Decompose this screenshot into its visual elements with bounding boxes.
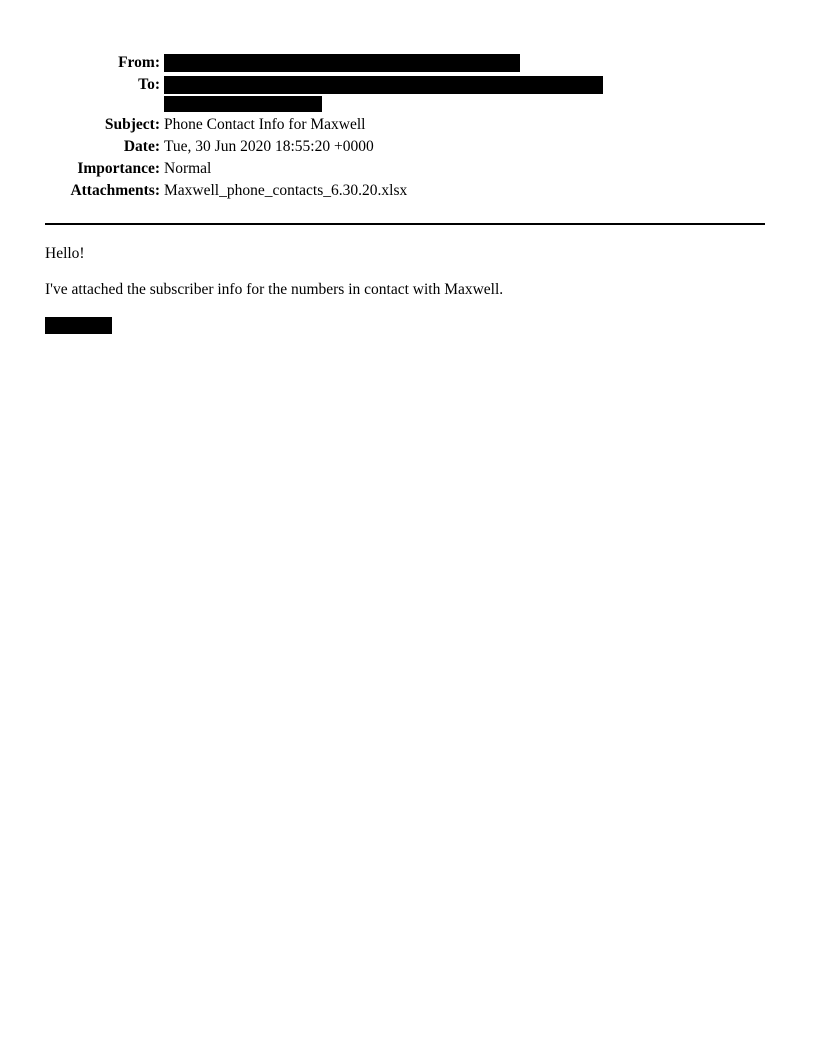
subject-label: Subject: bbox=[104, 116, 160, 133]
date-value: Tue, 30 Jun 2020 18:55:20 +0000 bbox=[164, 138, 374, 155]
email-message: I've attached the subscriber info for the numbers in contact with Maxwell. bbox=[45, 281, 504, 298]
from-value bbox=[164, 52, 603, 74]
to-row bbox=[0, 74, 603, 114]
redacted-to-address-continued bbox=[164, 96, 322, 112]
redacted-to-address bbox=[164, 76, 603, 94]
from-label: From: bbox=[118, 54, 160, 71]
email-greeting: Hello! bbox=[45, 245, 85, 262]
importance-row bbox=[0, 158, 603, 180]
redacted-signature bbox=[45, 317, 112, 334]
email-header bbox=[0, 52, 603, 202]
attachment-filename: Maxwell_phone_contacts_6.30.20.xlsx bbox=[164, 182, 408, 199]
importance-value: Normal bbox=[164, 160, 212, 177]
date-label: Date: bbox=[123, 138, 160, 155]
date-row bbox=[0, 136, 603, 158]
header-divider bbox=[45, 223, 765, 225]
redacted-from-address bbox=[164, 54, 520, 72]
subject-value: Phone Contact Info for Maxwell bbox=[164, 116, 366, 133]
attachments-label: Attachments: bbox=[70, 182, 160, 199]
to-value bbox=[164, 74, 603, 114]
importance-label: Importance: bbox=[77, 160, 160, 177]
attachments-row bbox=[0, 180, 603, 202]
subject-row bbox=[0, 114, 603, 136]
to-label: To: bbox=[138, 76, 160, 93]
from-row bbox=[0, 52, 603, 74]
